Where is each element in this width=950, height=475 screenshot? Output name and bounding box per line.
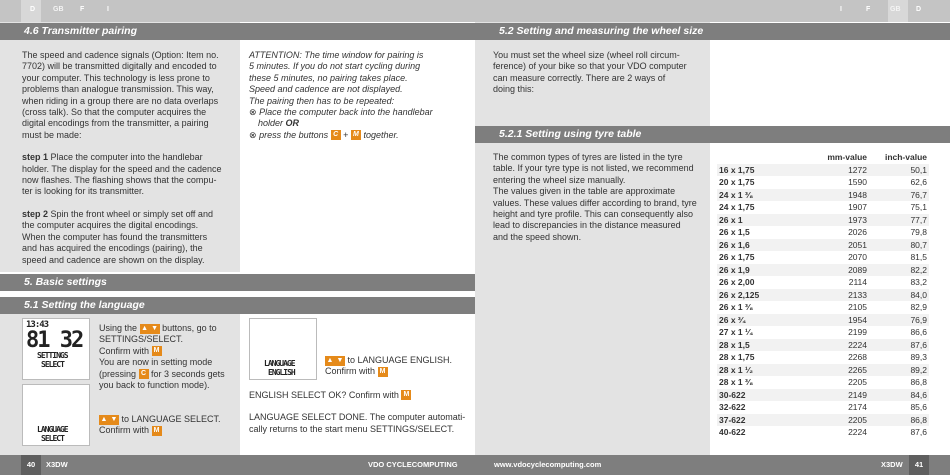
down-arrow-icon: ▼ bbox=[151, 324, 159, 332]
lang-tab-i-left: I bbox=[107, 6, 109, 13]
tyre-table-intro: The common types of tyres are listed in the tyre table. If your tyre type is not listed, we recommend entering the wheel size manually. The values given in the table are approximate values. These values differ according to brand, tyre height and tyre profile. This can consequently also lead to discrepancies in the distance measured and the speed shown. bbox=[493, 152, 697, 242]
mm-value-cell: 1973 bbox=[848, 214, 867, 225]
table-row bbox=[717, 201, 929, 214]
inch-value-cell: 76,7 bbox=[910, 189, 927, 200]
tyre-size-cell: 37-622 bbox=[719, 414, 746, 425]
up-arrow-icon: ▲ bbox=[326, 356, 334, 364]
top-language-bar bbox=[0, 0, 950, 22]
m-button-icon: M bbox=[152, 346, 162, 356]
tyre-size-cell: 26 x 1,9 bbox=[719, 264, 750, 275]
tyre-size-cell: 28 x 1 ¹⁄₂ bbox=[719, 364, 754, 375]
mm-value-cell: 1954 bbox=[848, 314, 867, 325]
inch-value-cell: 79,8 bbox=[910, 227, 927, 237]
inch-value-cell: 81,5 bbox=[910, 252, 927, 262]
table-row bbox=[717, 326, 929, 339]
up-arrow-icon: ▲ bbox=[141, 324, 149, 332]
bullet-1: ⊗ Place the computer back into the handlebar bbox=[249, 107, 433, 118]
lcd-settings-select: 13:43 81 32 SETTINGS SELECT bbox=[22, 318, 90, 380]
model-left: X3DW bbox=[46, 460, 68, 469]
lang-tab-d-right: D bbox=[916, 6, 922, 13]
lcd-language-english: LANGUAGE ENGLISH bbox=[249, 318, 317, 380]
lang-tab-d-left: D bbox=[30, 6, 36, 13]
mm-value-cell: 2205 bbox=[848, 414, 867, 425]
table-row bbox=[717, 389, 929, 402]
table-row bbox=[717, 414, 929, 427]
table-row bbox=[717, 164, 929, 177]
url-footer: www.vdocyclecomputing.com bbox=[494, 460, 602, 469]
inch-value-cell: 76,9 bbox=[910, 314, 927, 325]
inch-value-cell: 89,3 bbox=[910, 352, 927, 362]
inch-value-cell: 86,8 bbox=[910, 414, 927, 425]
section-header-5-2: 5.2 Setting and measuring the wheel size bbox=[475, 23, 950, 40]
table-row bbox=[717, 214, 929, 227]
inch-value-cell: 80,7 bbox=[910, 239, 927, 250]
model-right: X3DW bbox=[881, 460, 903, 469]
tyre-size-cell: 26 x 1 ³⁄₈ bbox=[719, 302, 754, 312]
table-row bbox=[717, 276, 929, 289]
page-number-left: 40 bbox=[21, 455, 41, 475]
table-row bbox=[717, 176, 929, 189]
lang-tab-gb-left-label: GB bbox=[53, 6, 64, 13]
mm-value-cell: 1590 bbox=[848, 177, 867, 187]
inch-value-cell: 50,1 bbox=[910, 164, 927, 175]
tyre-size-cell: 28 x 1 ³⁄₈ bbox=[719, 377, 754, 387]
tyre-size-cell: 40-622 bbox=[719, 427, 746, 437]
mm-value-cell: 2224 bbox=[848, 427, 867, 437]
tyre-size-cell: 24 x 1 ³⁄₈ bbox=[719, 189, 754, 200]
tyre-size-cell: 32-622 bbox=[719, 402, 746, 412]
m-button-icon: M bbox=[351, 130, 361, 140]
bullet-2: ⊗ press the buttons C + M together. bbox=[249, 129, 399, 140]
mm-value-cell: 2114 bbox=[848, 277, 867, 287]
table-row bbox=[717, 289, 929, 302]
tyre-size-cell: 26 x 1,6 bbox=[719, 239, 750, 250]
inch-value-cell: 84,6 bbox=[910, 389, 927, 400]
lang-tab-i-right: I bbox=[840, 6, 842, 13]
tyre-table bbox=[717, 151, 929, 439]
inch-value-cell: 86,8 bbox=[910, 377, 927, 387]
inch-value-cell: 84,0 bbox=[910, 289, 927, 300]
language-steps-col1b: ▲ ▼ to LANGUAGE SELECT. Confirm with M bbox=[99, 414, 221, 436]
mm-value-cell: 1272 bbox=[848, 164, 867, 175]
inch-value-cell: 77,7 bbox=[910, 214, 927, 225]
wheel-size-intro: You must set the wheel size (wheel roll circum- ference) of your bike so that your VDO computer can measure correctly. There are 2 ways of doing this: bbox=[493, 50, 687, 95]
language-steps-col2: ▲ ▼ to LANGUAGE ENGLISH. Confirm with M ENGLISH SELECT OK? Confirm with M LANGUAGE SELECT DONE. The computer automati- cally returns to the start menu SETTINGS/SELECT. bbox=[249, 355, 466, 434]
tyre-size-cell: 26 x 1,75 bbox=[719, 252, 755, 262]
table-row bbox=[717, 401, 929, 414]
mm-value-cell: 2149 bbox=[848, 389, 867, 400]
lcd-language-select: LANGUAGE SELECT bbox=[22, 384, 90, 446]
table-row bbox=[717, 376, 929, 389]
mm-value-cell: 2070 bbox=[848, 252, 867, 262]
inch-value-cell: 89,2 bbox=[910, 364, 927, 375]
table-row bbox=[717, 339, 929, 352]
table-row bbox=[717, 364, 929, 377]
lang-tab-gb-right: GB bbox=[890, 6, 901, 13]
mm-value-cell: 2268 bbox=[848, 352, 867, 362]
mm-value-cell: 2051 bbox=[848, 239, 867, 250]
tyre-size-cell: 26 x 1 bbox=[719, 214, 743, 225]
inch-value-header: inch-value bbox=[884, 152, 927, 162]
mm-value-cell: 2265 bbox=[848, 364, 867, 375]
inch-value-cell: 87,6 bbox=[910, 339, 927, 350]
table-row bbox=[717, 426, 929, 439]
inch-value-cell: 75,1 bbox=[910, 202, 927, 212]
m-button-icon: M bbox=[401, 390, 411, 400]
inch-value-cell: 82,2 bbox=[910, 264, 927, 275]
tyre-size-cell: 24 x 1,75 bbox=[719, 202, 755, 212]
step-2-text: step 2 Spin the front wheel or simply set off and bbox=[22, 208, 213, 219]
table-row bbox=[717, 314, 929, 327]
transmitter-intro-text: The speed and cadence signals (Option: Item no. 7702) will be transmitted digitally and encoded to your computer. This technology is less prone to problems than analogue transmission. This way, when riding in a group there are no data overlaps (cross talk). So that the computer acquires the digital encodings from the transmitter, a pairing must be made: step 1 Place the computer into the handlebar holder. The display for the speed and the cadence now flashes. The flashing shows that the compu- ter is looking for its transmitter. step 2 Spin the front wheel or simply set off and the computer acquires the digital encodings. When the computer has found the transmitters and has acquired the encodings (pairing), the speed and cadence are shown on the display. bbox=[22, 50, 237, 266]
section-header-5-2-1: 5.2.1 Setting using tyre table bbox=[475, 126, 950, 143]
mm-value-cell: 2026 bbox=[848, 227, 867, 237]
m-button-icon: M bbox=[378, 367, 388, 377]
table-row bbox=[717, 264, 929, 277]
section-header-4-6: 4.6 Transmitter pairing bbox=[0, 23, 475, 40]
table-row bbox=[717, 239, 929, 252]
table-header-row bbox=[717, 151, 929, 164]
tyre-size-cell: 26 x 1,5 bbox=[719, 227, 750, 237]
tyre-size-cell: 30-622 bbox=[719, 389, 746, 400]
lang-tab-f-left: F bbox=[80, 6, 85, 13]
tyre-size-cell: 26 x ³⁄₄ bbox=[719, 314, 747, 325]
tyre-size-cell: 16 x 1,75 bbox=[719, 164, 755, 175]
mm-value-header: mm-value bbox=[827, 152, 867, 162]
c-button-icon: C bbox=[139, 369, 149, 379]
mm-value-cell: 2174 bbox=[848, 402, 867, 412]
tyre-size-cell: 28 x 1,5 bbox=[719, 339, 750, 350]
section-header-5: 5. Basic settings bbox=[0, 274, 475, 291]
inch-value-cell: 85,6 bbox=[910, 402, 927, 412]
tyre-size-cell: 28 x 1,75 bbox=[719, 352, 755, 362]
inch-value-cell: 82,9 bbox=[910, 302, 927, 312]
down-arrow-icon: ▼ bbox=[336, 356, 344, 364]
mm-value-cell: 2224 bbox=[848, 339, 867, 350]
section-header-5-1: 5.1 Setting the language bbox=[0, 297, 475, 314]
tyre-size-cell: 26 x 2,125 bbox=[719, 289, 760, 300]
down-arrow-icon: ▼ bbox=[110, 415, 118, 423]
table-row bbox=[717, 351, 929, 364]
up-arrow-icon: ▲ bbox=[100, 415, 108, 423]
table-row bbox=[717, 251, 929, 264]
brand-footer: VDO CYCLECOMPUTING bbox=[368, 460, 458, 469]
inch-value-cell: 86,6 bbox=[910, 327, 927, 337]
c-button-icon: C bbox=[331, 130, 341, 140]
mm-value-cell: 1907 bbox=[848, 202, 867, 212]
mm-value-cell: 2199 bbox=[848, 327, 867, 337]
tyre-size-cell: 26 x 2,00 bbox=[719, 277, 755, 287]
mm-value-cell: 1948 bbox=[848, 189, 867, 200]
mm-value-cell: 2205 bbox=[848, 377, 867, 387]
table-row bbox=[717, 189, 929, 202]
lang-tab-f-right: F bbox=[866, 6, 871, 13]
inch-value-cell: 87,6 bbox=[910, 427, 927, 437]
inch-value-cell: 83,2 bbox=[910, 277, 927, 287]
table-row bbox=[717, 226, 929, 239]
m-button-icon: M bbox=[152, 426, 162, 436]
tyre-size-cell: 27 x 1 ¹⁄₄ bbox=[719, 327, 754, 337]
step-1-text: step 1 Place the computer into the handlebar bbox=[22, 152, 203, 163]
attention-note: ATTENTION: The time window for pairing is 5 minutes. If you do not start cycling during these 5 minutes, no pairing takes place. Speed and cadence are not displayed. The pairing then has to be repeated: ⊗ Place the computer back into the handlebar holder OR ⊗ press the buttons C + M together. bbox=[249, 50, 474, 141]
inch-value-cell: 62,6 bbox=[910, 177, 927, 187]
bottom-bar bbox=[0, 455, 950, 475]
bullet-icon: ⊗ bbox=[249, 107, 257, 118]
bullet-icon: ⊗ bbox=[249, 129, 257, 140]
mm-value-cell: 2089 bbox=[848, 264, 867, 275]
tyre-size-cell: 20 x 1,75 bbox=[719, 177, 755, 187]
mm-value-cell: 2133 bbox=[848, 289, 867, 300]
language-steps-col1: Using the ▲ ▼ buttons, go to SETTINGS/SELECT. Confirm with M You are now in setting mode (pressing C for 3 seconds gets you back to function mode). bbox=[99, 323, 225, 391]
table-row bbox=[717, 301, 929, 314]
page-number-right: 41 bbox=[909, 455, 929, 475]
mm-value-cell: 2105 bbox=[848, 302, 867, 312]
